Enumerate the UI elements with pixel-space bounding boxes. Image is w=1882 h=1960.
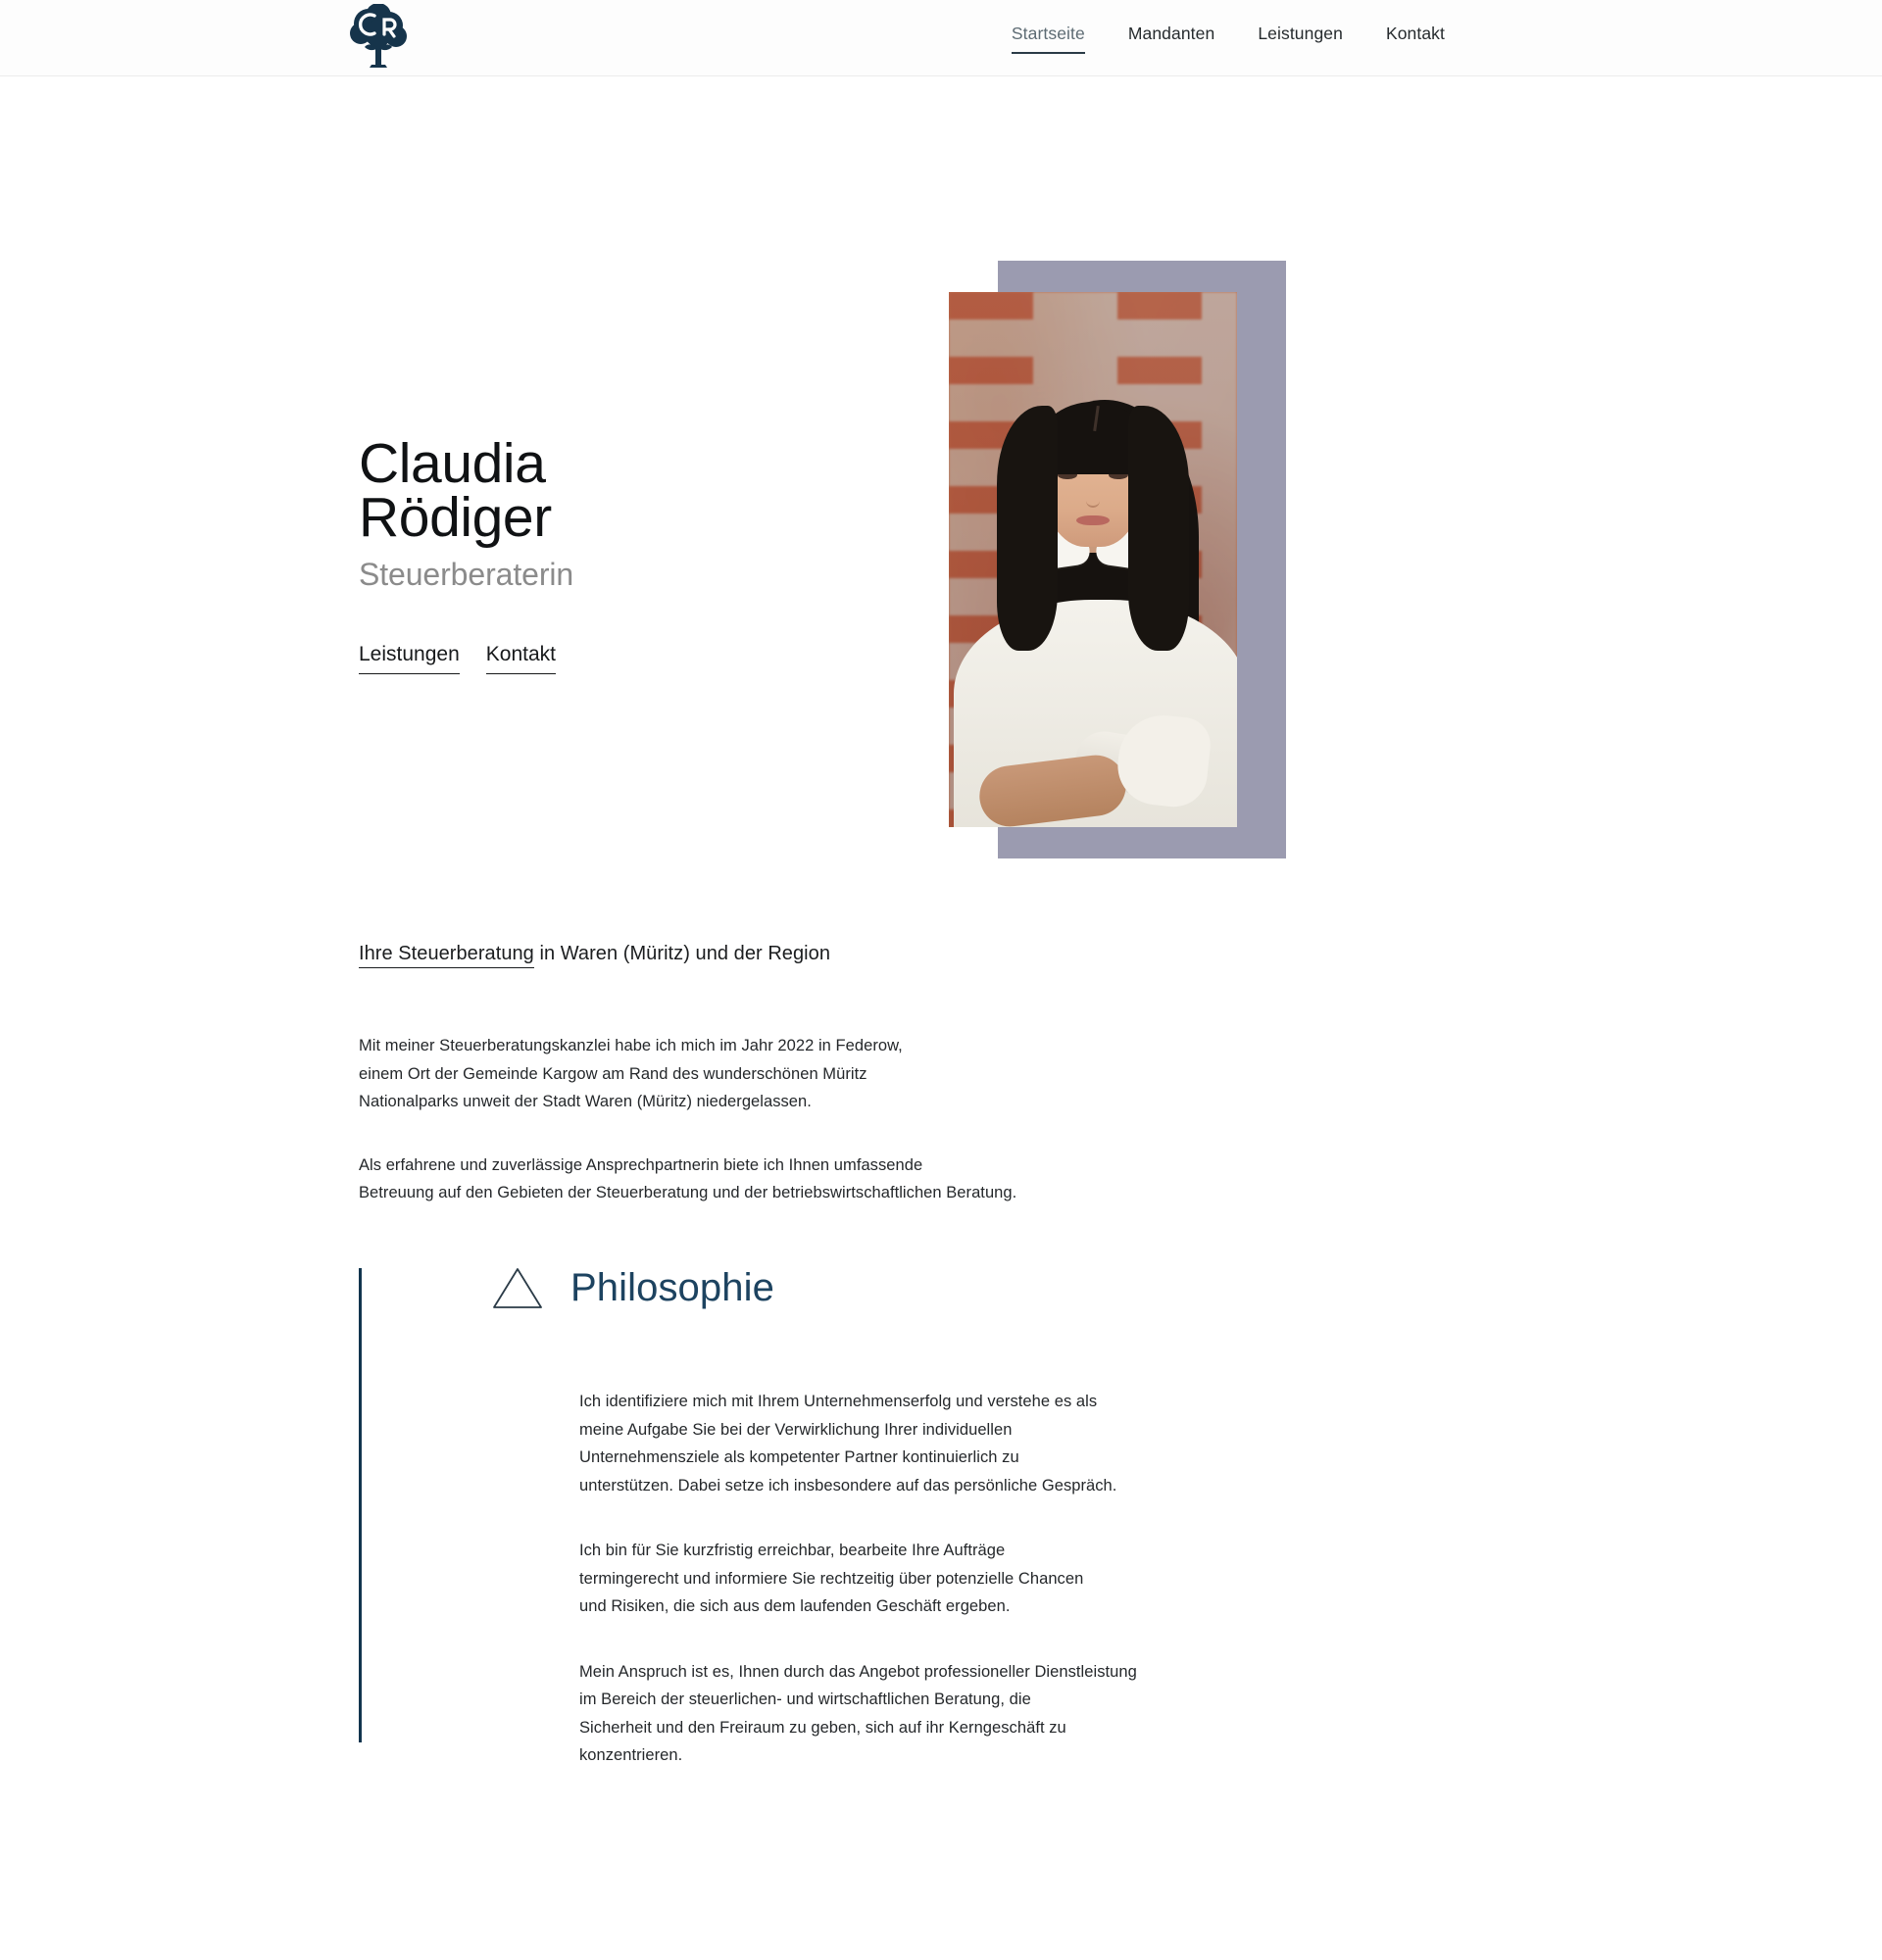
brand-logo-link[interactable] [345, 4, 414, 69]
intro-tagline [359, 939, 830, 968]
philosophie-accent-rule [359, 1268, 362, 1742]
nav-item-leistungen[interactable]: Leistungen [1258, 24, 1343, 43]
philo-p1-line3: Unternehmensziele als kompetenter Partner kontinuierlich zu [579, 1448, 1019, 1466]
nav-item-kontakt[interactable]: Kontakt [1385, 24, 1445, 43]
philosophie-paragraph-2 [579, 1537, 1265, 1621]
philo-p1-line1: Ich identifiziere mich mit Ihrem Unternehmenserfolg und verstehe es als [579, 1393, 1098, 1410]
header-inner [0, 0, 1882, 75]
hero-photo-wrapper [949, 261, 1286, 858]
philo-p1-line2: meine Aufgabe Sie bei der Verwirklichung Ihrer individuellen [579, 1420, 1013, 1439]
hero-link-kontakt[interactable]: Kontakt [486, 641, 556, 674]
page-title [359, 432, 966, 549]
main-navigation [1012, 22, 1445, 54]
philo-p2-line2: termingerecht und informiere Sie rechtzeitig über potenzielle Chancen [579, 1569, 1084, 1588]
philo-p3-line1: Mein Anspruch ist es, Ihnen durch das Angebot professioneller Dienstleistung [579, 1662, 1137, 1681]
philosophie-paragraph-1 [579, 1388, 1265, 1499]
tree-cr-logo-icon [345, 4, 414, 69]
hero-text-block [359, 432, 966, 674]
site-header [0, 0, 1882, 76]
hero-link-leistungen[interactable]: Leistungen [359, 641, 460, 674]
intro-paragraph-2 [359, 1152, 1241, 1207]
philosophie-paragraph-3 [579, 1658, 1265, 1770]
intro-paragraph-1 [359, 1032, 1241, 1116]
philosophie-title: Philosophie [570, 1266, 774, 1309]
philo-p1-line4: unterstützen. Dabei setze ich insbesondere auf das persönliche Gespräch. [579, 1476, 1117, 1494]
intro-p1-line1: Mit meiner Steuerberatungskanzlei habe ich mich im Jahr 2022 in Federow, [359, 1037, 903, 1054]
portrait-photo [949, 292, 1237, 827]
philo-p3-line3: Sicherheit und den Freiraum zu geben, sich auf ihr Kerngeschäft zu [579, 1718, 1066, 1737]
philo-p3-line2: im Bereich der steuerlichen- und wirtschaftlichen Beratung, die [579, 1690, 1031, 1708]
intro-p2-line2: Betreuung auf den Gebieten der Steuerberatung und der betriebswirtschaftlichen Beratung. [359, 1184, 1017, 1201]
hero-name-first: Claudia [359, 432, 546, 495]
intro-p1-line3: Nationalparks unweit der Stadt Waren (Müritz) niedergelassen. [359, 1093, 812, 1110]
intro-p2-line1: Als erfahrene und zuverlässige Ansprechpartnerin biete ich Ihnen umfassende [359, 1155, 923, 1174]
intro-p1-line2: einem Ort der Gemeinde Kargow am Rand des wunderschönen Müritz [359, 1064, 867, 1083]
hero-role: Steuerberaterin [359, 557, 574, 592]
philosophie-body [579, 1388, 1265, 1770]
intro-tagline-underlined[interactable]: Ihre Steuerberatung [359, 943, 534, 968]
hero-section [0, 76, 1882, 939]
hero-link-group [359, 641, 966, 674]
intro-body [359, 1032, 1241, 1207]
triangle-outline-icon [490, 1262, 545, 1313]
philo-p3-line4: konzentrieren. [579, 1746, 683, 1764]
philosophie-heading-row [490, 1262, 774, 1313]
philosophie-section [0, 1262, 1882, 1811]
intro-section [0, 939, 1882, 1262]
nav-item-mandanten[interactable]: Mandanten [1127, 24, 1215, 43]
nav-item-startseite[interactable]: Startseite [1012, 22, 1085, 54]
intro-tagline-rest: in Waren (Müritz) und der Region [533, 943, 830, 964]
philo-p2-line3: und Risiken, die sich aus dem laufenden Geschäft ergeben. [579, 1597, 1011, 1615]
philo-p2-line1: Ich bin für Sie kurzfristig erreichbar, bearbeite Ihre Aufträge [579, 1542, 1006, 1559]
portrait-figure [949, 292, 1237, 827]
hero-name-last: Rödiger [359, 486, 552, 549]
